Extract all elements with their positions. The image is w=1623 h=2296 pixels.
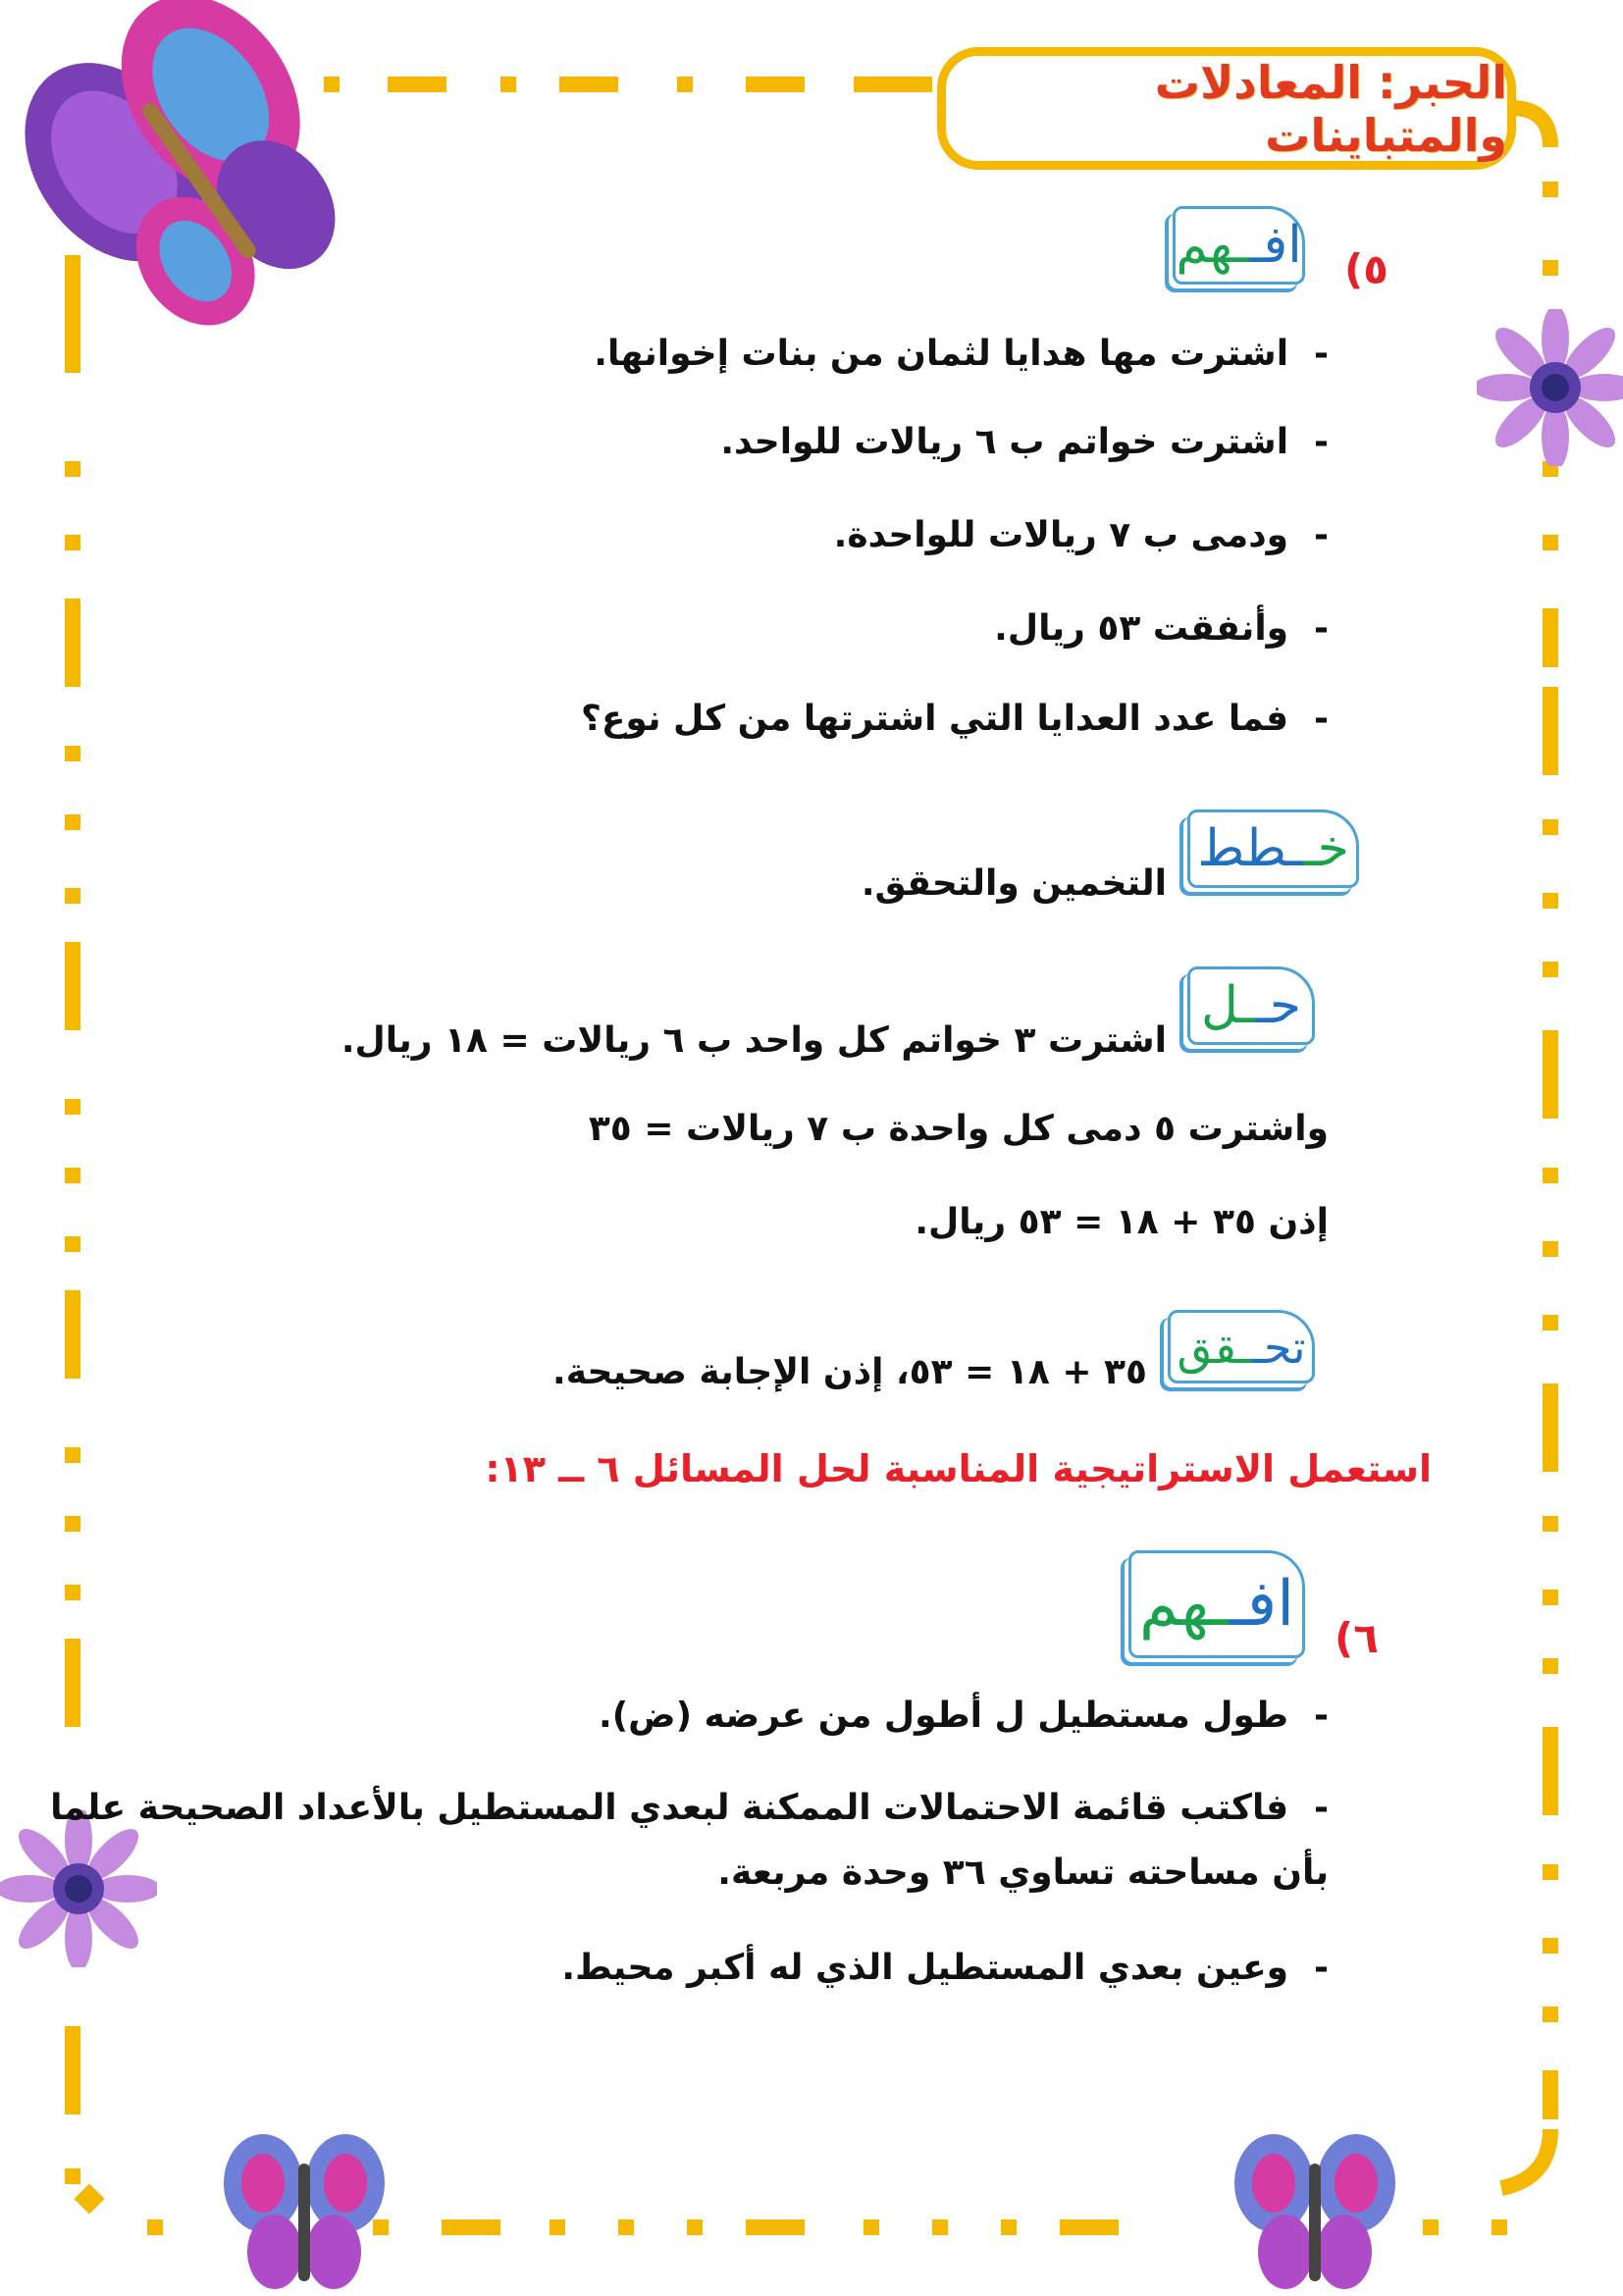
butterfly-icon [20,0,373,353]
butterfly-icon [1227,2129,1403,2296]
frame-dot [1423,2219,1439,2235]
frame-dot [65,888,80,904]
plan-text: التخمين والتحقق. [861,863,1167,904]
title-box [937,47,1516,170]
frame-dash [65,942,80,1030]
frame-dot [677,77,693,92]
frame-dash [388,77,446,92]
frame-dot [550,2219,565,2235]
fact-line: -فما عدد العدايا التي اشترتها من كل نوع؟ [580,699,1329,739]
frame-corner [1501,2129,1550,2188]
plan-tag [1187,809,1359,888]
frame-dot [1543,1864,1558,1880]
problem-number: ٦) [1335,1614,1379,1662]
frame-dash [746,77,805,92]
fact-line: -وعين بعدي المستطيل الذي له أكبر محيط. [561,1948,1329,1988]
frame-dot [1001,2219,1017,2235]
frame-dash [65,1290,80,1379]
flower-icon [1477,309,1623,466]
frame-dot [1543,1516,1558,1532]
frame-dot [65,1168,80,1183]
solve-line: واشترت ٥ دمى كل واحدة ب ٧ ريالات = ٣٥ [588,1109,1329,1149]
frame-diamond [74,2183,104,2214]
butterfly-icon [216,2129,393,2296]
tag-part: ـهم [1176,216,1249,275]
understand-tag [1173,206,1305,285]
frame-dot [65,1099,80,1115]
frame-dot [1543,1658,1558,1674]
tag-part: افـ [1248,216,1302,275]
frame-dot [147,2219,163,2235]
frame-dot [1543,893,1558,909]
solve-line: اشترت ٣ خواتم كل واحد ب ٦ ريالات = ١٨ ريال. [340,1020,1167,1061]
solve-line: إذن ٣٥ + ١٨ = ٥٣ ريال. [915,1202,1329,1242]
frame-dot [1543,819,1558,835]
frame-dot [1543,1315,1558,1331]
frame-dash [854,77,932,92]
frame-dot [1543,1590,1558,1605]
frame-dot [65,1236,80,1252]
tag-part: ـطط [1197,819,1303,878]
frame-dash [1543,1030,1558,1119]
frame-dot [618,2219,634,2235]
frame-dot [687,2219,703,2235]
frame-dash [1543,2070,1558,2119]
frame-dot [65,814,80,830]
fact-line: -وأنفقت ٥٣ ريال. [994,608,1329,649]
frame-dash [65,599,80,687]
tag-part: ـل [1201,976,1255,1035]
frame-dash [1543,1727,1558,1815]
frame-dot [1543,1168,1558,1183]
frame-dot [1543,1938,1558,1954]
frame-dot [1492,2219,1507,2235]
frame-dot [864,2219,879,2235]
frame-dash [1060,2219,1119,2235]
frame-dot [1543,182,1558,197]
frame-dash [65,1639,80,1727]
solve-tag [1187,966,1315,1045]
frame-dot [1543,1241,1558,1257]
frame-dot [65,2168,80,2184]
fact-line: -طول مستطيل ل أطول من عرضه (ض). [599,1696,1329,1736]
frame-dash [1543,687,1558,775]
tag-part: تحـ [1250,1320,1306,1374]
check-tag [1168,1310,1315,1383]
frame-dash [1543,1383,1558,1472]
fact-line-continued: بأن مساحته تساوي ٣٦ وحدة مربعة. [717,1852,1329,1893]
frame-dot [65,535,80,550]
frame-dot [65,1516,80,1532]
problem-number: ٥) [1344,245,1388,293]
frame-dash [559,77,618,92]
frame-dot [1543,2007,1558,2022]
frame-dash [1543,608,1558,667]
tag-part: ـهم [1139,1568,1229,1641]
tag-part: افـ [1228,1568,1294,1641]
frame-dot [932,2219,948,2235]
fact-line: -اشترت مها هدايا لثمان من بنات إخوانها. [594,334,1329,374]
frame-dot [65,746,80,761]
tag-part: ـقق [1177,1320,1251,1374]
tag-part: خـ [1302,819,1349,878]
frame-dot [1543,962,1558,977]
frame-dash [65,2026,80,2114]
frame-dash [746,2219,805,2235]
frame-dot [65,461,80,477]
frame-dot [1543,535,1558,550]
frame-corner [1511,108,1550,147]
instruction-text: استعمل الاستراتيجية المناسبة لحل المسائل ٦ ــ ١٣: [485,1447,1432,1490]
page-title: الحبر: المعادلات والمتباينات [1154,55,1507,162]
tag-part: حـ [1254,976,1302,1035]
fact-line: -فاكتب قائمة الاحتمالات الممكنة لبعدي المستطيل بالأعداد الصحيحة علما [50,1788,1329,1828]
fact-line: -اشترت خواتم ب ٦ ريالات للواحد. [720,422,1329,462]
frame-dot [1543,260,1558,276]
frame-dot [500,77,516,92]
fact-line: -ودمى ب ٧ ريالات للواحدة. [833,515,1329,555]
frame-dot [65,1585,80,1600]
check-text: ٣٥ + ١٨ = ٥٣، إذن الإجابة صحيحة. [552,1352,1147,1392]
flower-icon [0,1810,157,1967]
frame-dot [65,1447,80,1463]
frame-dash [442,2219,500,2235]
understand-tag [1128,1550,1305,1658]
